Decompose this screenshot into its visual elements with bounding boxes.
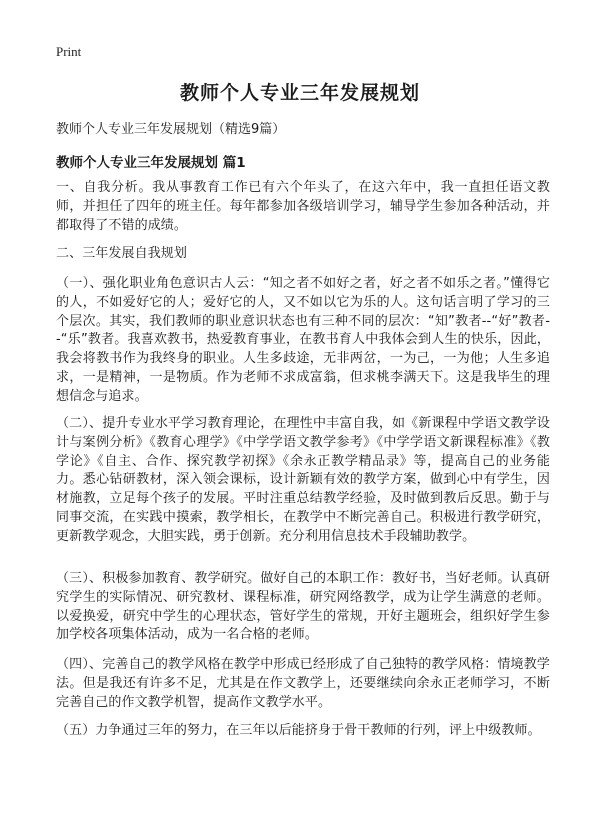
paragraph-teaching-style: （四）、完善自己的教学风格在教学中形成已经形成了自己独特的教学风格：情境教学法。但是我还有许多不足，尤其是在作文教学上，还要继续向余永正老师学习，不断完善自己的作文教学机智，提高作文教学水平。: [56, 657, 550, 710]
document-subtitle: 教师个人专业三年发展规划（精选9篇）: [56, 122, 286, 137]
paragraph-professional-level: （二）、提升专业水平学习教育理论，在理性中丰富自我，如《新课程中学语文教学设计与案例分析》《教育心理学》《中学学语文教学参考》《中学学语文新课程标准》《教学论》《自主、合作、探究教学初探》《余永正教学精品录》等，提高自己的业务能力。悉心钻研教材，深入领会课标，设计新颖有效的教学方案，做到心中有学生，因材施教，立足每个孩子的发展。平时注重总结教学经验，及时做到教后反思。勤于与同事交流，在实践中摸索，教学相长，在教学中不断完善自己。积极进行教学研究，更新教学观念，大胆实践，勇于创新。充分利用信息技术手段辅助教学。: [56, 416, 550, 544]
print-link[interactable]: Print: [56, 44, 82, 59]
document-title: 教师个人专业三年发展规划: [179, 82, 420, 104]
section-heading: 教师个人专业三年发展规划 篇1: [56, 155, 246, 171]
paragraph-role-awareness: （一）、强化职业角色意识古人云：“知之者不如好之者，好之者不如乐之者。”懂得它的人，不如爱好它的人；爱好它的人，又不如以它为乐的人。这句话言明了学习的三个层次。其实，我们教师的职业意识状态也有三种不同的层次：“知”教者--“好”教者--“乐”教者。我喜欢教书，热爱教育事业，在教书育人中我体会到人生的快乐，因此，我会将教书作为我终身的职业。人生多歧途，无非两岔，一为己，一为他；人生多追求，一是精神，一是物质。作为老师不求成富翁，但求桃李满天下。这是我毕生的理想信念与追求。: [56, 276, 550, 404]
paragraph-three-year-goal: （五）力争通过三年的努力，在三年以后能挤身于骨干教师的行列，评上中级教师。: [56, 723, 541, 738]
paragraph-teaching-research: （三）、积极参加教育、教学研究。做好自己的本职工作：教好书，当好老师。认真研究学生的实际情况、研究教材、课程标准，研究网络教学，成为让学生满意的老师。以爱换爱，研究中学生的心理状态，管好学生的常规，开好主题班会，组织好学生参加学校各项集体活动，成为一名合格的老师。: [56, 571, 550, 643]
paragraph-plan-heading: 二、三年发展自我规划: [56, 246, 188, 261]
paragraph-self-analysis: 一、自我分析。我从事教育工作已有六个年头了，在这六年中，我一直担任语文教师，并担任了四年的班主任。每年都参加各级培训学习，辅导学生参加各种活动，并都取得了不错的成绩。: [56, 180, 550, 233]
